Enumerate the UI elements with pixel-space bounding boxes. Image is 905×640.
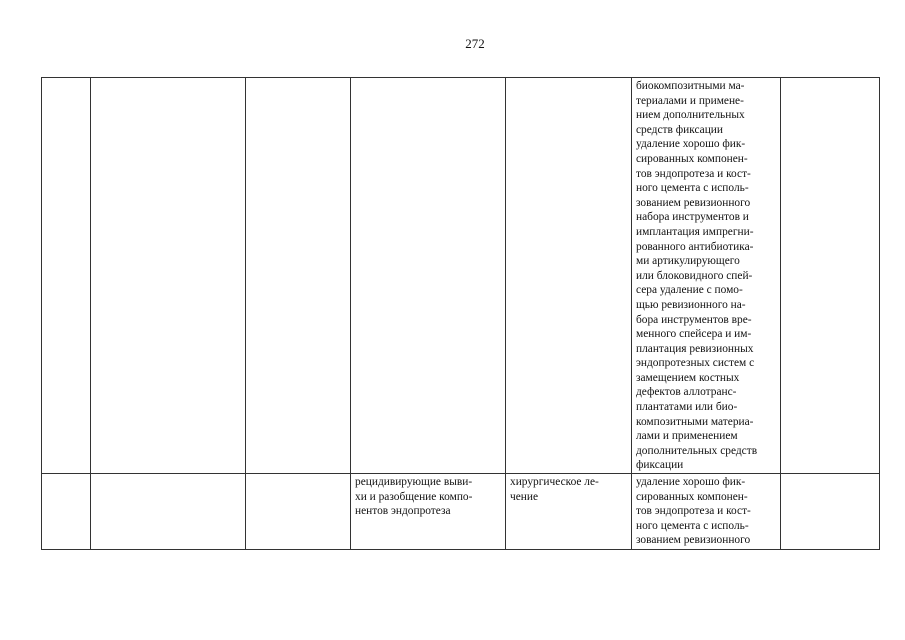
text-line: нентов эндопротеза bbox=[355, 505, 451, 518]
table-cell-7 bbox=[781, 474, 880, 550]
table-row bbox=[42, 474, 880, 550]
text-line: сированных компонен- bbox=[636, 490, 748, 503]
text-line: териалами и примене- bbox=[636, 94, 744, 107]
text-line: имплантация импрегни- bbox=[636, 225, 754, 238]
text-line: рованного антибиотика- bbox=[636, 240, 754, 253]
text-line: тов эндопротеза и кост- bbox=[636, 505, 751, 518]
table-cell-3 bbox=[246, 474, 351, 550]
text-line: дефектов аллотранс- bbox=[636, 386, 737, 399]
table-cell-procedure-text bbox=[632, 474, 781, 550]
page-number: 272 bbox=[465, 36, 485, 51]
text-line: набора инструментов и bbox=[636, 211, 749, 224]
text-line: чение bbox=[510, 490, 539, 503]
text-line: ного цемента с исполь- bbox=[636, 519, 749, 532]
text-line: композитными материа- bbox=[636, 415, 754, 428]
text-line: рецидивирующие выви- bbox=[355, 476, 473, 489]
text-line: фиксации bbox=[636, 459, 684, 472]
text-line: эндопротезных систем с bbox=[636, 357, 755, 370]
text-line: тов эндопротеза и кост- bbox=[636, 167, 751, 180]
text-line: ми артикулирующего bbox=[636, 255, 740, 268]
table-cell-2 bbox=[91, 78, 246, 474]
text-line: щью ревизионного на- bbox=[636, 298, 746, 311]
text-line: нием дополнительных bbox=[636, 109, 745, 122]
text-line: бора инструментов вре- bbox=[636, 313, 752, 326]
text-line: биокомпозитными ма- bbox=[636, 80, 745, 92]
table-cell-3 bbox=[246, 78, 351, 474]
text-line: средств фиксации bbox=[636, 123, 723, 136]
text-line: сера удаление с помо- bbox=[636, 284, 743, 297]
table-cell-procedure-text bbox=[632, 78, 781, 474]
text-line: плантация ревизионных bbox=[636, 342, 754, 355]
text-line: замещением костных bbox=[636, 371, 740, 384]
table-row bbox=[42, 78, 880, 474]
text-line: хирургическое ле- bbox=[510, 476, 599, 489]
table-cell-1 bbox=[42, 78, 91, 474]
text-line: удаление хорошо фик- bbox=[636, 138, 746, 151]
table-cell-diagnosis bbox=[351, 474, 506, 550]
document-table bbox=[41, 77, 880, 550]
text-line: дополнительных средств bbox=[636, 444, 758, 457]
text-line: плантатами или био- bbox=[636, 401, 738, 414]
table-cell-treatment-type bbox=[506, 474, 632, 550]
text-line: ного цемента с исполь- bbox=[636, 182, 749, 195]
table-cell-5 bbox=[506, 78, 632, 474]
text-line: хи и разобщение компо- bbox=[355, 490, 473, 503]
text-line: зованием ревизионного bbox=[636, 534, 751, 547]
text-line: зованием ревизионного bbox=[636, 196, 751, 209]
text-line: лами и применением bbox=[636, 430, 738, 443]
table-cell-7 bbox=[781, 78, 880, 474]
table-cell-2 bbox=[91, 474, 246, 550]
table-cell-1 bbox=[42, 474, 91, 550]
text-line: или блоковидного спей- bbox=[636, 269, 753, 282]
text-line: менного спейсера и им- bbox=[636, 328, 752, 341]
text-line: удаление хорошо фик- bbox=[636, 476, 746, 489]
text-line: сированных компонен- bbox=[636, 152, 748, 165]
table-cell-4 bbox=[351, 78, 506, 474]
